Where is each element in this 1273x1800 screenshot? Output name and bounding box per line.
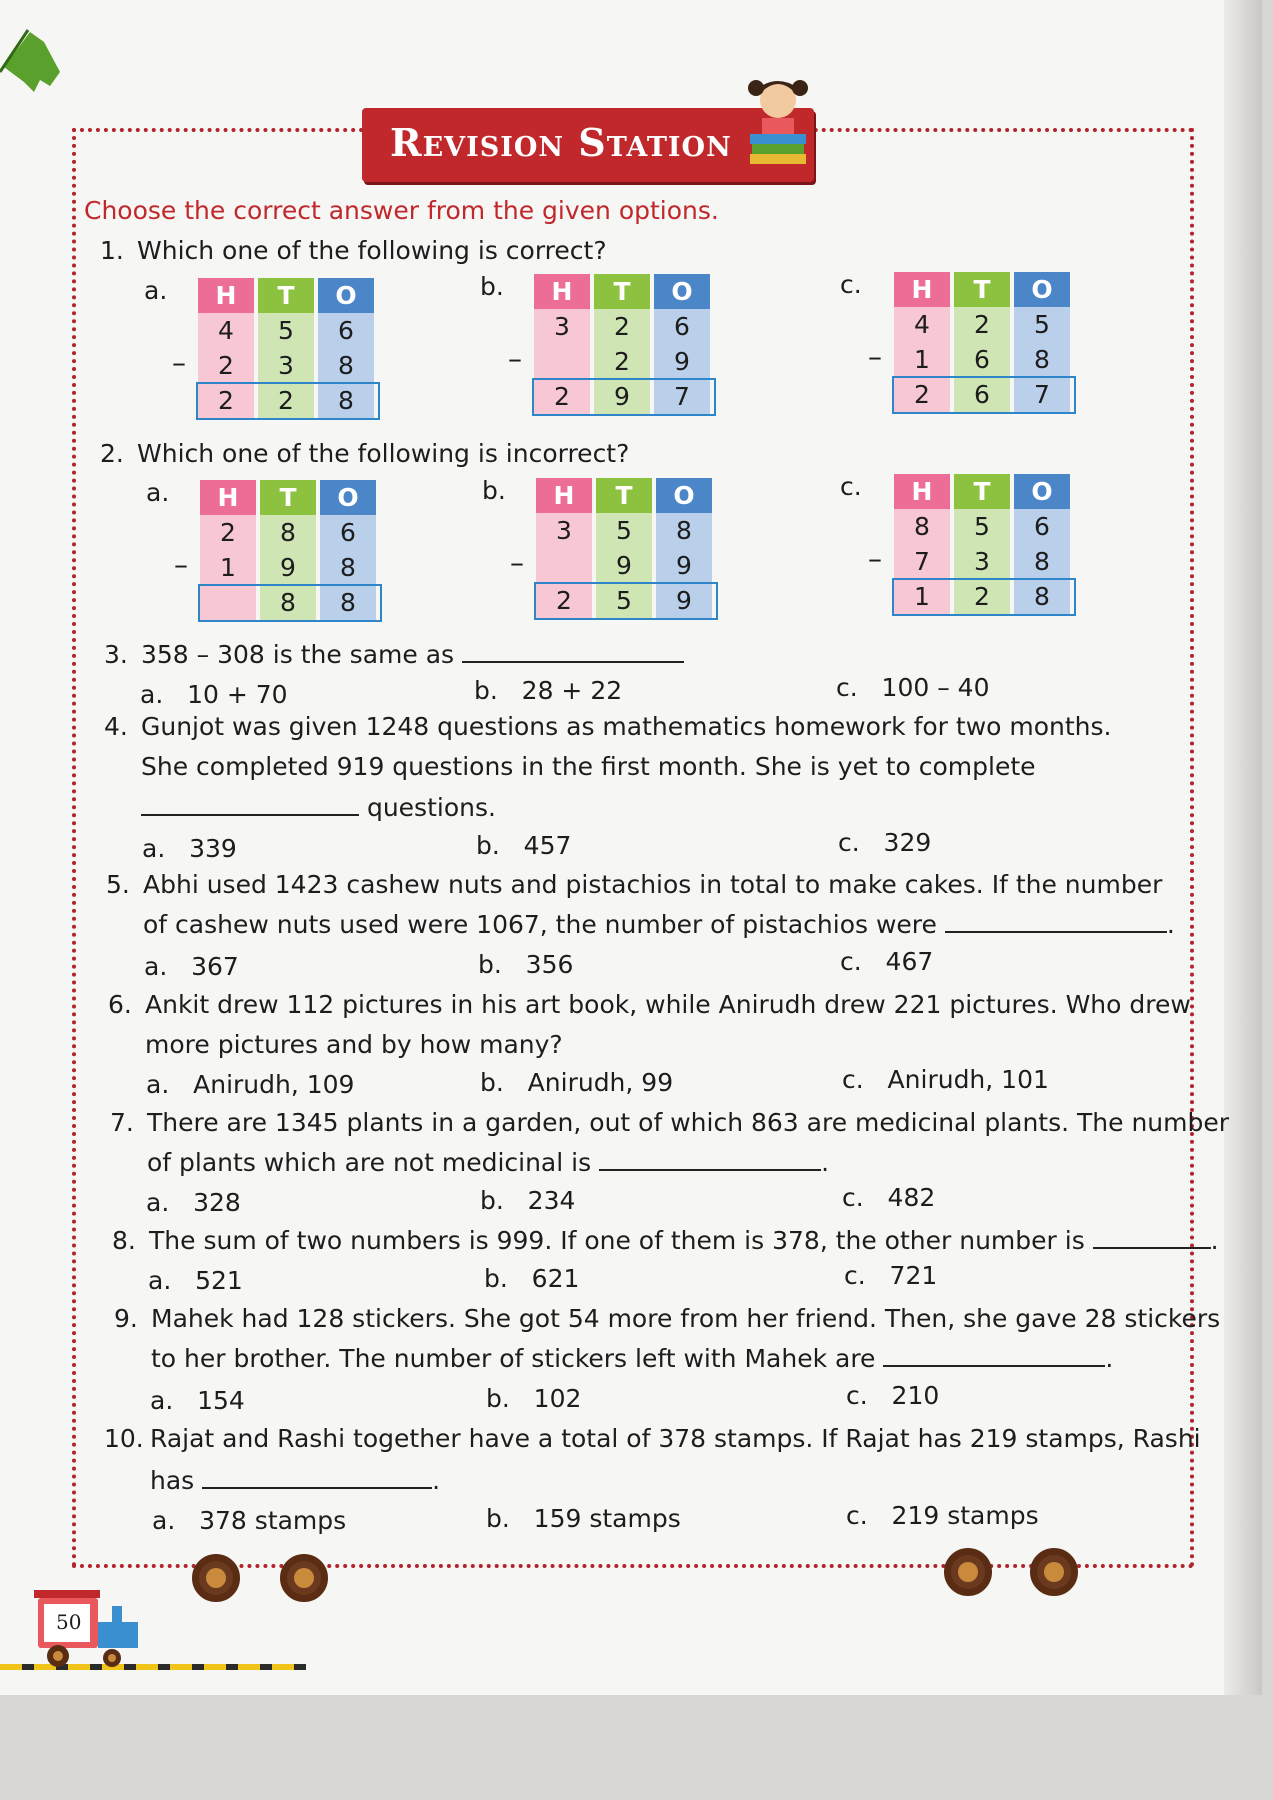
column-header: H [534,274,590,309]
option-c[interactable]: c. 721 [844,1261,938,1290]
question-text-line1: Ankit drew 112 pictures in his art book, while Anirudh drew 221 pictures. Who drew [145,990,1191,1019]
digit-cell: 9 [260,550,316,585]
option-label[interactable]: a. [146,478,170,507]
question-text-line1: Gunjot was given 1248 questions as mathematics homework for two months. [141,712,1112,741]
digit-cell: 2 [954,579,1010,614]
digit-cell: 5 [596,513,652,548]
answer-blank [599,1147,821,1171]
digit-cell: 8 [320,585,376,620]
column-header: T [594,274,650,309]
question-text-line1: Rajat and Rashi together have a total of 378 stamps. If Rajat has 219 stamps, Rashi [150,1424,1201,1453]
question-text-line2: She completed 919 questions in the first month. She is yet to complete [141,752,1036,781]
digit-cell: 6 [320,515,376,550]
question-text-line1: Abhi used 1423 cashew nuts and pistachios in total to make cakes. If the number [143,870,1163,899]
digit-cell: 2 [198,383,254,418]
digit-cell: 6 [654,309,710,344]
digit-cell: 8 [260,515,316,550]
digit-cell: 2 [594,344,650,379]
column-header: T [260,480,316,515]
digit-cell: 7 [894,544,950,579]
page-edge-shadow [1224,0,1262,1695]
answer-blank [883,1343,1105,1367]
option-label[interactable]: c. [840,270,862,299]
question-text-line2: more pictures and by how many? [145,1030,563,1059]
digit-cell: 3 [954,544,1010,579]
question-number: 7. [110,1108,134,1137]
digit-cell: 3 [536,513,592,548]
digit-cell: 8 [1014,579,1070,614]
column-header: T [258,278,314,313]
digit-cell: 2 [894,377,950,412]
digit-cell: 4 [894,307,950,342]
wheel-icon [280,1554,328,1602]
question-text: 358 – 308 is the same as [141,640,455,669]
minus-sign: – [868,542,882,575]
page-number: 50 [56,1610,82,1634]
digit-cell: 1 [200,550,256,585]
option-a[interactable]: a. 378 stamps [152,1506,347,1535]
digit-cell: 3 [534,309,590,344]
answer-box [534,582,718,620]
page-title: Revision Station [390,120,732,165]
digit-cell: 8 [320,550,376,585]
digit-cell: 7 [1014,377,1070,412]
wheel-icon [192,1554,240,1602]
column-header: H [894,474,950,509]
answer-blank [202,1465,432,1489]
question-text-line3: questions. [366,793,496,822]
column-header: O [656,478,712,513]
minus-sign: – [510,546,524,579]
option-b[interactable]: b. 102 [486,1384,582,1413]
question-number: 8. [112,1226,136,1255]
minus-sign: – [174,548,188,581]
option-a[interactable]: a. 154 [150,1386,245,1415]
option-label[interactable]: b. [482,476,506,505]
minus-sign: – [868,340,882,373]
column-header: O [318,278,374,313]
digit-cell: 2 [954,307,1010,342]
digit-cell: 8 [318,383,374,418]
digit-cell: 2 [258,383,314,418]
answer-blank [462,639,684,663]
question-text-line2: to her brother. The number of stickers left with Mahek are [151,1344,876,1373]
digit-cell: 6 [954,377,1010,412]
column-header: T [954,474,1010,509]
wheel-icon [944,1548,992,1596]
digit-cell: 3 [258,348,314,383]
digit-cell: 8 [1014,342,1070,377]
digit-cell: 8 [894,509,950,544]
digit-cell: 5 [954,509,1010,544]
digit-cell: 6 [1014,509,1070,544]
train-engine-icon [34,1588,146,1672]
question-number: 1. [100,236,124,265]
question-number: 9. [114,1304,138,1333]
answer-box [532,378,716,416]
instruction-text: Choose the correct answer from the given options. [84,196,719,225]
minus-sign: – [508,342,522,375]
digit-cell: 8 [656,513,712,548]
digit-cell: 6 [318,313,374,348]
answer-box [892,376,1076,414]
question-text-line1: Mahek had 128 stickers. She got 54 more from her friend. Then, she gave 28 stickers [151,1304,1221,1333]
textbook-page: Revision Station Choose the correct answer from the given options. 1. Which one of the following is correct? a. H T O 4 5 6 2 3 8 2 2 8 – b. H T O 3 2 6 2 9 2 9 7 – c. H T O 4 2 5 1 6 8 2 6 7 – 2. Which one of the following is incorrect? a. H T O 2 8 6 1 9 8 8 8 – b. H T O 3 5 8 9 9 2 5 9 – c. H T O 8 5 6 7 3 8 1 2 8 – 3. 358 – 308 is the same as a. 10 + 70 b. 28 + 22 c. 100 – 40 4. Gunjot was given 1248 questions as mathematics homework for two months. She completed 919 questions in the first month. She is yet to complete questions. a. 339 b. 457 c. 329 5. Abhi used 1423 cashew nuts and pistachios in total to make cakes. If the number of cashew nuts used were 1067, the number of pistachios were . a. 367 b. 356 c. 467 6. Ankit drew 112 pictures in his art book, while Anirudh drew 221 pictures. Who drew more pictures and by how many? a. Anirudh, 109 b. Anirudh, 99 c. Anirudh, 101 7. There are 1345 plants in a garden, out of which 863 are medicinal plants. The number of plants which are not medicinal is . a. 328 b. 234 c. 482 8. The sum of two numbers is 999. If one of them is 378, the other number is . a. 521 b. 621 c. 721 9. Mahek had 128 stickers. She got 54 more from her friend. Then, she gave 28 stickers to her brother. The number of stickers left with Mahek are . a. 154 b. 102 c. 210 10. Rajat and Rashi together have a total of 378 stamps. If Rajat has 219 stamps, Rashi has . a. 378 stamps b. 159 stamps c. 219 stamps 50 [0,0,1262,1695]
option-a[interactable]: a. 367 [144,952,239,981]
digit-cell [534,344,590,379]
answer-blank [945,909,1167,933]
option-label[interactable]: c. [840,472,862,501]
digit-cell [536,548,592,583]
minus-sign: – [172,346,186,379]
question-text: Which one of the following is correct? [137,236,607,265]
question-number: 2. [100,439,124,468]
option-c[interactable]: c. 467 [840,947,934,976]
answer-box [196,382,380,420]
wheel-icon [1030,1548,1078,1596]
digit-cell: 9 [656,548,712,583]
digit-cell: 8 [1014,544,1070,579]
digit-cell: 1 [894,342,950,377]
option-c[interactable]: c. 329 [838,828,932,857]
option-a[interactable]: a. 328 [146,1188,241,1217]
digit-cell: 2 [198,348,254,383]
question-number: 4. [104,712,128,741]
column-header: O [1014,272,1070,307]
digit-cell: 7 [654,379,710,414]
column-header: H [894,272,950,307]
digit-cell: 9 [594,379,650,414]
digit-cell: 5 [258,313,314,348]
answer-blank [141,792,359,816]
digit-cell: 9 [656,583,712,618]
question-text-line1: The sum of two numbers is 999. If one of them is 378, the other number is [149,1226,1085,1255]
digit-cell: 2 [594,309,650,344]
digit-cell: 4 [198,313,254,348]
option-a[interactable]: a. 339 [142,834,237,863]
option-a[interactable]: a. 10 + 70 [140,680,288,709]
option-b[interactable]: b. 621 [484,1264,580,1293]
column-header: H [536,478,592,513]
question-number: 5. [106,870,130,899]
option-b[interactable]: b. 457 [476,831,572,860]
option-c[interactable]: c. 210 [846,1381,940,1410]
column-header: H [200,480,256,515]
column-header: O [654,274,710,309]
column-header: T [596,478,652,513]
question-number: 10. [104,1424,144,1453]
digit-cell: 5 [1014,307,1070,342]
digit-cell: 8 [260,585,316,620]
answer-box [198,584,382,622]
option-c[interactable]: c. 100 – 40 [836,673,990,702]
digit-cell: 9 [654,344,710,379]
option-label[interactable]: b. [480,272,504,301]
digit-cell: 9 [596,548,652,583]
question-number: 3. [104,640,128,669]
option-label[interactable]: a. [144,276,168,305]
digit-cell: 2 [200,515,256,550]
question-text-line2: of plants which are not medicinal is [147,1148,592,1177]
answer-box [892,578,1076,616]
option-b[interactable]: b. 159 stamps [486,1504,681,1533]
green-flag-icon [0,12,70,102]
option-a[interactable]: a. 521 [148,1266,243,1295]
answer-blank [1093,1225,1211,1249]
question-text-line1: There are 1345 plants in a garden, out of which 863 are medicinal plants. The number [147,1108,1230,1137]
column-header: T [954,272,1010,307]
digit-cell: 8 [318,348,374,383]
option-b[interactable]: b. 234 [480,1186,576,1215]
question-text-line2: has [150,1466,195,1495]
digit-cell: 2 [534,379,590,414]
option-b[interactable]: b. Anirudh, 99 [480,1068,674,1097]
column-header: O [1014,474,1070,509]
option-b[interactable]: b. 28 + 22 [474,676,623,705]
digit-cell: 1 [894,579,950,614]
digit-cell: 6 [954,342,1010,377]
option-a[interactable]: a. Anirudh, 109 [146,1070,355,1099]
option-c[interactable]: c. Anirudh, 101 [842,1065,1049,1094]
option-c[interactable]: c. 482 [842,1183,936,1212]
question-number: 6. [108,990,132,1019]
girl-with-books-icon [738,74,818,168]
option-c[interactable]: c. 219 stamps [846,1501,1039,1530]
option-b[interactable]: b. 356 [478,950,574,979]
column-header: H [198,278,254,313]
column-header: O [320,480,376,515]
question-text-line2: of cashew nuts used were 1067, the number of pistachios were [143,910,937,939]
digit-cell: 2 [536,583,592,618]
question-text: Which one of the following is incorrect? [137,439,630,468]
digit-cell: 5 [596,583,652,618]
